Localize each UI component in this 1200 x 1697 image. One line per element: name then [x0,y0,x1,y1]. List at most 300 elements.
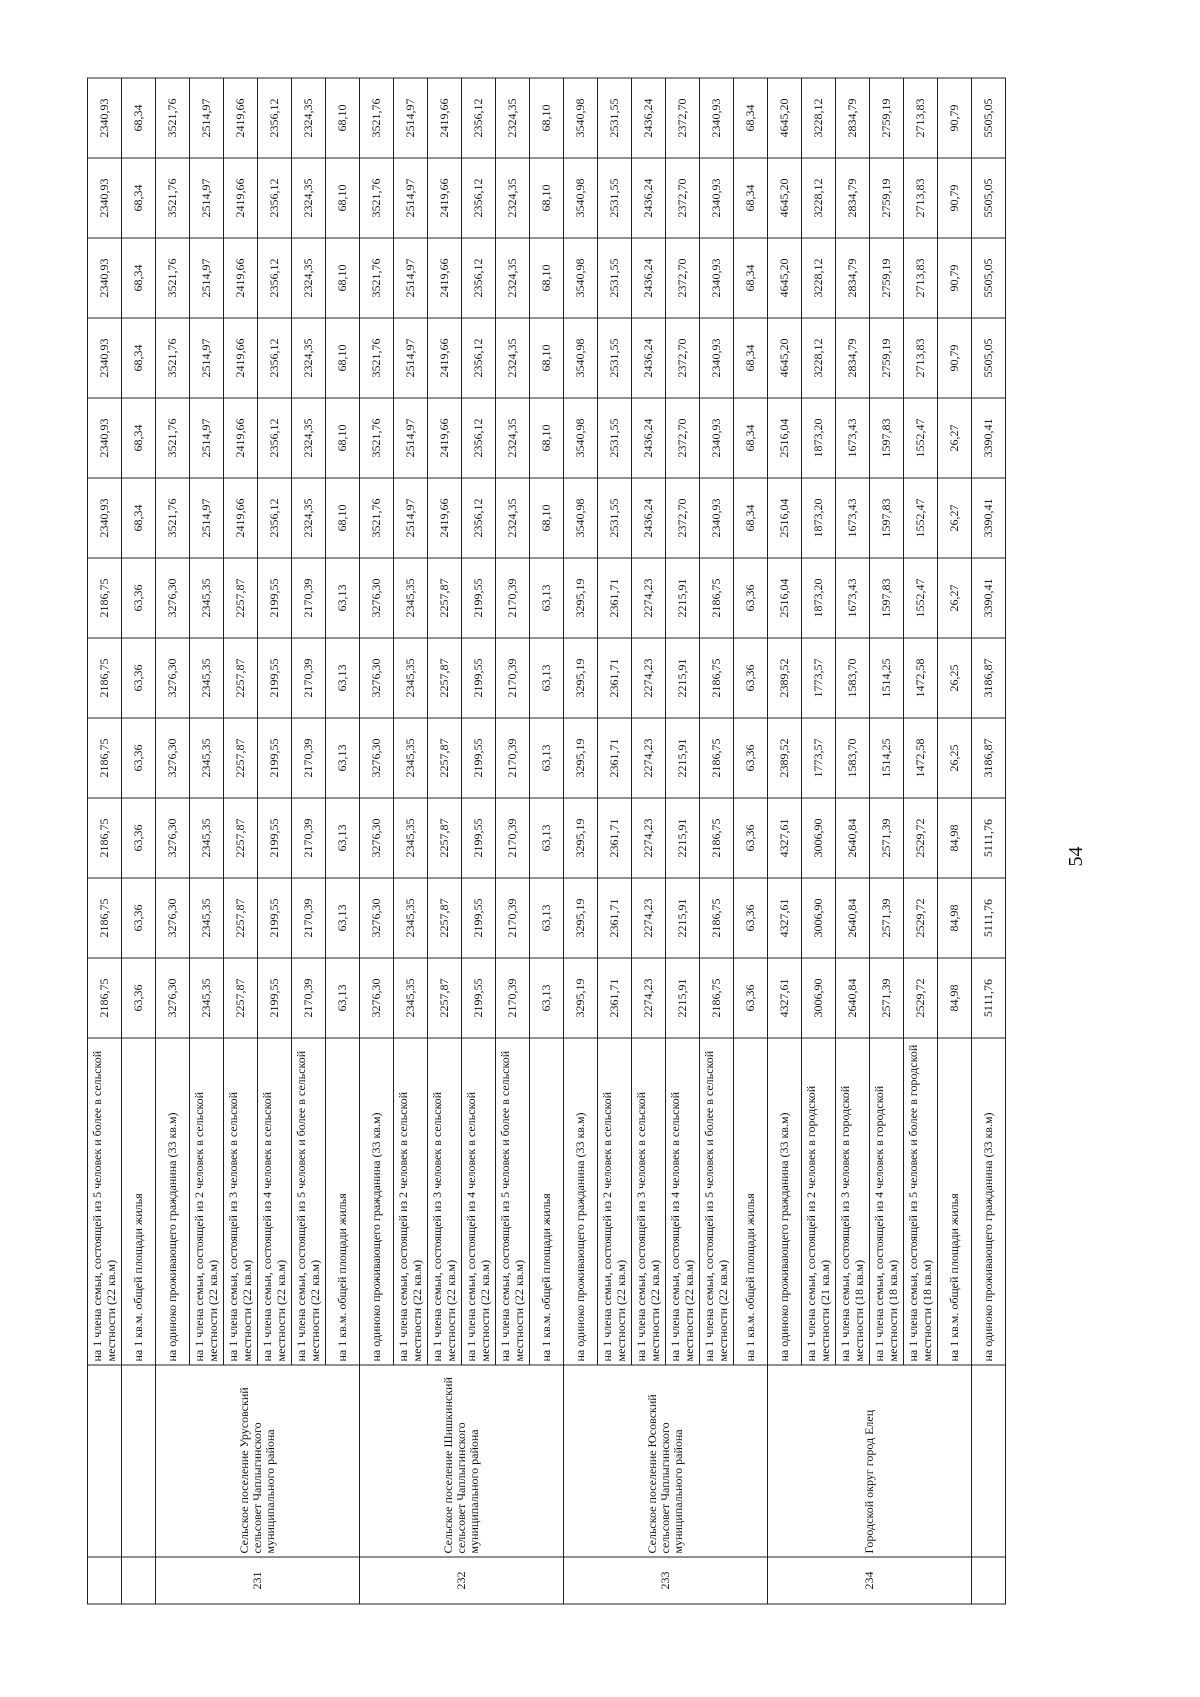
value-cell: 2361,71 [598,558,632,638]
value-cell: 3276,30 [360,798,394,878]
value-cell: 3186,87 [972,718,1006,798]
value-cell: 2531,55 [598,158,632,238]
table-row [972,78,1006,1604]
value-cell: 3295,19 [564,958,598,1038]
value-cell: 63,13 [530,638,564,718]
value-cell: 2356,12 [462,158,496,238]
value-cell: 3276,30 [156,958,190,1038]
value-cell: 2257,87 [224,798,258,878]
municipality-name: Сельское поселение Шишкинский сельсовет Чаплыгинского муниципального района [360,1365,564,1557]
value-cell: 63,36 [734,638,768,718]
value-cell: 2257,87 [428,638,462,718]
value-cell: 63,36 [122,958,156,1038]
rotated-page [75,61,1125,1636]
value-cell: 2324,35 [496,398,530,478]
value-cell: 2257,87 [428,718,462,798]
value-cell: 2340,93 [700,398,734,478]
value-cell: 63,13 [326,718,360,798]
value-cell: 2571,39 [870,958,904,1038]
row-label: на 1 члена семьи, состоящей из 2 человек в сельской местности (22 кв.м) [190,1038,224,1365]
value-cell: 2356,12 [462,398,496,478]
value-cell: 2340,93 [700,78,734,158]
value-cell: 3390,41 [972,478,1006,558]
row-label: на 1 члена семьи, состоящей из 4 человек в сельской местности (22 кв.м) [258,1038,292,1365]
municipality-name: Городской округ город Елец [768,1365,972,1557]
table-row [564,78,598,1604]
value-cell: 3390,41 [972,558,1006,638]
value-cell: 68,34 [734,78,768,158]
value-cell: 2356,12 [462,238,496,318]
value-cell: 1773,57 [802,638,836,718]
value-cell: 2356,12 [258,238,292,318]
table-row [360,78,394,1604]
value-cell: 2324,35 [496,318,530,398]
value-cell: 2199,55 [462,718,496,798]
value-cell: 1552,47 [904,558,938,638]
value-cell: 2514,97 [394,158,428,238]
value-cell: 3521,76 [360,398,394,478]
value-cell: 5111,76 [972,958,1006,1038]
value-cell: 2186,75 [88,798,122,878]
row-label: на одиноко проживающего гражданина (33 кв.м) [156,1038,190,1365]
value-cell: 68,10 [530,478,564,558]
value-cell: 68,34 [734,238,768,318]
value-cell: 3521,76 [360,158,394,238]
value-cell: 2361,71 [598,958,632,1038]
value-cell: 2356,12 [462,78,496,158]
value-cell: 2186,75 [88,638,122,718]
value-cell: 1552,47 [904,398,938,478]
row-label: на 1 кв.м. общей площади жилья [326,1038,360,1365]
value-cell: 2186,75 [88,558,122,638]
value-cell: 3521,76 [360,318,394,398]
row-label: на 1 члена семьи, состоящей из 4 человек в городской местности (18 кв.м) [870,1038,904,1365]
value-cell: 2516,04 [768,558,802,638]
group-number: 231 [156,1557,360,1604]
value-cell: 2834,79 [836,78,870,158]
row-number-cell [972,1557,1006,1604]
value-cell: 2531,55 [598,318,632,398]
value-cell: 2324,35 [292,238,326,318]
value-cell: 2345,35 [190,878,224,958]
value-cell: 2514,97 [394,478,428,558]
value-cell: 2340,93 [88,158,122,238]
value-cell: 2514,97 [190,318,224,398]
value-cell: 2186,75 [700,798,734,878]
value-cell: 3540,98 [564,238,598,318]
value-cell: 84,98 [938,878,972,958]
value-cell: 2199,55 [258,798,292,878]
value-cell: 2170,39 [292,958,326,1038]
value-cell: 2186,75 [700,718,734,798]
value-cell: 2372,70 [666,318,700,398]
value-cell: 2324,35 [292,158,326,238]
value-cell: 3276,30 [360,878,394,958]
value-cell: 3276,30 [156,878,190,958]
value-cell: 2436,24 [632,78,666,158]
value-cell: 1673,43 [836,558,870,638]
value-cell: 2516,04 [768,398,802,478]
value-cell: 2759,19 [870,238,904,318]
value-cell: 2713,83 [904,158,938,238]
value-cell: 2340,93 [88,78,122,158]
value-cell: 68,10 [326,478,360,558]
value-cell: 2419,66 [224,238,258,318]
value-cell: 2199,55 [258,958,292,1038]
row-label: на одиноко проживающего гражданина (33 кв.м) [360,1038,394,1365]
value-cell: 2759,19 [870,158,904,238]
value-cell: 68,10 [326,318,360,398]
value-cell: 3540,98 [564,158,598,238]
value-cell: 2759,19 [870,78,904,158]
value-cell: 4645,20 [768,318,802,398]
value-cell: 1873,20 [802,478,836,558]
value-cell: 3276,30 [156,638,190,718]
value-cell: 2170,39 [496,638,530,718]
value-cell: 2199,55 [258,558,292,638]
table-row [122,78,156,1604]
value-cell: 2372,70 [666,478,700,558]
value-cell: 68,34 [122,318,156,398]
value-cell: 3228,12 [802,78,836,158]
value-cell: 3521,76 [156,398,190,478]
value-cell: 2389,52 [768,638,802,718]
value-cell: 5505,05 [972,238,1006,318]
value-cell: 2529,72 [904,798,938,878]
value-cell: 2356,12 [462,478,496,558]
value-cell: 2257,87 [224,718,258,798]
value-cell: 68,10 [530,318,564,398]
value-cell: 3276,30 [360,958,394,1038]
value-cell: 2356,12 [258,398,292,478]
value-cell: 2257,87 [428,878,462,958]
value-cell: 3540,98 [564,78,598,158]
value-cell: 63,13 [530,878,564,958]
value-cell: 2713,83 [904,318,938,398]
value-cell: 1873,20 [802,398,836,478]
value-cell: 3295,19 [564,718,598,798]
value-cell: 3228,12 [802,158,836,238]
value-cell: 2257,87 [428,958,462,1038]
value-cell: 2419,66 [428,158,462,238]
value-cell: 2215,91 [666,878,700,958]
value-cell: 2834,79 [836,318,870,398]
value-cell: 2340,93 [700,158,734,238]
value-cell: 2340,93 [700,318,734,398]
value-cell: 68,10 [326,398,360,478]
value-cell: 2345,35 [394,718,428,798]
value-cell: 68,34 [122,398,156,478]
value-cell: 2215,91 [666,718,700,798]
value-cell: 63,36 [122,798,156,878]
value-cell: 2170,39 [292,878,326,958]
value-cell: 26,27 [938,558,972,638]
value-cell: 1873,20 [802,558,836,638]
row-label: на 1 члена семьи, состоящей из 5 человек и более в городской местности (18 кв.м) [904,1038,938,1365]
value-cell: 2514,97 [394,78,428,158]
value-cell: 3228,12 [802,238,836,318]
value-cell: 2640,84 [836,878,870,958]
value-cell: 63,13 [530,558,564,638]
value-cell: 3521,76 [156,238,190,318]
value-cell: 4327,61 [768,798,802,878]
value-cell: 1514,25 [870,638,904,718]
value-cell: 3540,98 [564,478,598,558]
value-cell: 26,25 [938,718,972,798]
value-cell: 2514,97 [190,478,224,558]
value-cell: 2571,39 [870,878,904,958]
value-cell: 3276,30 [360,718,394,798]
value-cell: 68,34 [122,158,156,238]
value-cell: 2514,97 [190,398,224,478]
value-cell: 3006,90 [802,878,836,958]
value-cell: 2356,12 [258,318,292,398]
row-label: на 1 члена семьи, состоящей из 3 человек в сельской местности (22 кв.м) [632,1038,666,1365]
value-cell: 2356,12 [258,78,292,158]
value-cell: 68,10 [326,78,360,158]
value-cell: 1514,25 [870,718,904,798]
value-cell: 2340,93 [700,238,734,318]
value-cell: 2419,66 [428,78,462,158]
value-cell: 68,34 [734,318,768,398]
value-cell: 1597,83 [870,478,904,558]
value-cell: 2436,24 [632,238,666,318]
value-cell: 3295,19 [564,638,598,718]
value-cell: 2514,97 [190,158,224,238]
value-cell: 3390,41 [972,398,1006,478]
value-cell: 2257,87 [428,798,462,878]
value-cell: 2419,66 [428,398,462,478]
value-cell: 63,13 [326,958,360,1038]
value-cell: 63,36 [734,878,768,958]
value-cell: 3540,98 [564,398,598,478]
value-cell: 4327,61 [768,878,802,958]
value-cell: 2170,39 [496,558,530,638]
value-cell: 2419,66 [224,318,258,398]
value-cell: 2215,91 [666,958,700,1038]
value-cell: 2324,35 [496,78,530,158]
value-cell: 2345,35 [394,958,428,1038]
value-cell: 2186,75 [700,878,734,958]
value-cell: 2356,12 [258,158,292,238]
value-cell: 2419,66 [428,318,462,398]
value-cell: 1673,43 [836,478,870,558]
value-cell: 3521,76 [360,238,394,318]
value-cell: 2419,66 [428,238,462,318]
value-cell: 63,13 [326,878,360,958]
value-cell: 2345,35 [190,718,224,798]
value-cell: 2340,93 [88,238,122,318]
value-cell: 5505,05 [972,78,1006,158]
value-cell: 3186,87 [972,638,1006,718]
value-cell: 2531,55 [598,478,632,558]
value-cell: 2361,71 [598,878,632,958]
value-cell: 68,10 [530,238,564,318]
value-cell: 3276,30 [360,558,394,638]
value-cell: 2257,87 [224,638,258,718]
value-cell: 3295,19 [564,878,598,958]
value-cell: 63,36 [122,558,156,638]
value-cell: 2514,97 [394,318,428,398]
municipality-cell [122,1365,156,1557]
value-cell: 1597,83 [870,558,904,638]
row-label: на 1 члена семьи, состоящей из 5 человек и более в сельской местности (22 кв.м) [88,1038,122,1365]
value-cell: 1673,43 [836,398,870,478]
value-cell: 2170,39 [496,958,530,1038]
value-cell: 26,27 [938,398,972,478]
value-cell: 68,34 [122,478,156,558]
value-cell: 3276,30 [156,718,190,798]
value-cell: 2345,35 [190,958,224,1038]
row-label: на 1 члена семьи, состоящей из 5 человек и более в сельской местности (22 кв.м) [292,1038,326,1365]
value-cell: 2215,91 [666,638,700,718]
row-label: на 1 кв.м. общей площади жилья [734,1038,768,1365]
value-cell: 2199,55 [462,878,496,958]
value-cell: 2324,35 [292,398,326,478]
value-cell: 2170,39 [292,558,326,638]
value-cell: 63,13 [326,798,360,878]
value-cell: 2215,91 [666,798,700,878]
value-cell: 63,36 [122,878,156,958]
row-label: на одиноко проживающего гражданина (33 кв.м) [564,1038,598,1365]
value-cell: 2713,83 [904,78,938,158]
value-cell: 2324,35 [292,478,326,558]
value-cell: 63,36 [122,638,156,718]
value-cell: 2372,70 [666,78,700,158]
value-cell: 4327,61 [768,958,802,1038]
value-cell: 2340,93 [88,318,122,398]
value-cell: 2340,93 [88,398,122,478]
row-number-cell [88,1557,122,1604]
value-cell: 5111,76 [972,878,1006,958]
value-cell: 3006,90 [802,798,836,878]
value-cell: 2834,79 [836,238,870,318]
value-cell: 2186,75 [700,558,734,638]
value-cell: 2324,35 [292,318,326,398]
row-label: на одиноко проживающего гражданина (33 кв.м) [768,1038,802,1365]
value-cell: 2356,12 [462,318,496,398]
value-cell: 1472,58 [904,638,938,718]
value-cell: 2324,35 [496,238,530,318]
value-cell: 63,36 [734,718,768,798]
municipality-name: Сельское поселение Юсовский сельсовет Чаплыгинского муниципального района [564,1365,768,1557]
value-cell: 68,10 [530,398,564,478]
value-cell: 90,79 [938,78,972,158]
value-cell: 2257,87 [224,958,258,1038]
value-cell: 2529,72 [904,878,938,958]
value-cell: 2516,04 [768,478,802,558]
value-cell: 2419,66 [224,478,258,558]
group-number: 234 [768,1557,972,1604]
value-cell: 3006,90 [802,958,836,1038]
value-cell: 2257,87 [224,558,258,638]
value-cell: 68,10 [530,78,564,158]
value-cell: 2340,93 [700,478,734,558]
value-cell: 3521,76 [156,318,190,398]
group-number: 233 [564,1557,768,1604]
group-number: 232 [360,1557,564,1604]
value-cell: 1583,70 [836,638,870,718]
value-cell: 63,36 [734,958,768,1038]
value-cell: 2514,97 [394,398,428,478]
value-cell: 2419,66 [224,158,258,238]
value-cell: 2361,71 [598,718,632,798]
value-cell: 3276,30 [156,798,190,878]
value-cell: 2531,55 [598,398,632,478]
value-cell: 3295,19 [564,558,598,638]
tariff-table [87,77,1006,1604]
table-row [156,78,190,1604]
value-cell: 2170,39 [292,718,326,798]
value-cell: 2640,84 [836,798,870,878]
value-cell: 2199,55 [258,638,292,718]
value-cell: 2531,55 [598,78,632,158]
value-cell: 2529,72 [904,958,938,1038]
value-cell: 1597,83 [870,398,904,478]
value-cell: 63,36 [734,798,768,878]
value-cell: 3521,76 [156,158,190,238]
value-cell: 2199,55 [462,638,496,718]
value-cell: 68,34 [122,78,156,158]
municipality-cell [88,1365,122,1557]
value-cell: 2274,23 [632,638,666,718]
value-cell: 2640,84 [836,958,870,1038]
value-cell: 2514,97 [190,238,224,318]
value-cell: 2199,55 [462,798,496,878]
table-row [768,78,802,1604]
value-cell: 1472,58 [904,718,938,798]
value-cell: 3540,98 [564,318,598,398]
value-cell: 26,25 [938,638,972,718]
value-cell: 2419,66 [224,398,258,478]
row-label: на 1 кв.м. общей площади жилья [938,1038,972,1365]
value-cell: 2514,97 [394,238,428,318]
value-cell: 2170,39 [292,798,326,878]
value-cell: 2361,71 [598,798,632,878]
value-cell: 2372,70 [666,158,700,238]
value-cell: 5505,05 [972,318,1006,398]
value-cell: 2531,55 [598,238,632,318]
value-cell: 2372,70 [666,238,700,318]
value-cell: 2356,12 [258,478,292,558]
value-cell: 63,13 [326,558,360,638]
value-cell: 2436,24 [632,158,666,238]
value-cell: 4645,20 [768,78,802,158]
row-label: на 1 члена семьи, состоящей из 2 человек в сельской местности (22 кв.м) [394,1038,428,1365]
value-cell: 26,27 [938,478,972,558]
row-label: на 1 кв.м. общей площади жилья [122,1038,156,1365]
value-cell: 3295,19 [564,798,598,878]
value-cell: 2419,66 [224,78,258,158]
value-cell: 2274,23 [632,958,666,1038]
value-cell: 2571,39 [870,798,904,878]
value-cell: 2215,91 [666,558,700,638]
value-cell: 2324,35 [496,158,530,238]
value-cell: 2186,75 [88,718,122,798]
value-cell: 2436,24 [632,478,666,558]
value-cell: 2389,52 [768,718,802,798]
value-cell: 2372,70 [666,398,700,478]
value-cell: 90,79 [938,158,972,238]
table-row [88,78,122,1604]
value-cell: 2419,66 [428,478,462,558]
value-cell: 5505,05 [972,158,1006,238]
value-cell: 2274,23 [632,878,666,958]
value-cell: 2199,55 [462,558,496,638]
value-cell: 2186,75 [88,878,122,958]
value-cell: 2340,93 [88,478,122,558]
value-cell: 2170,39 [496,878,530,958]
